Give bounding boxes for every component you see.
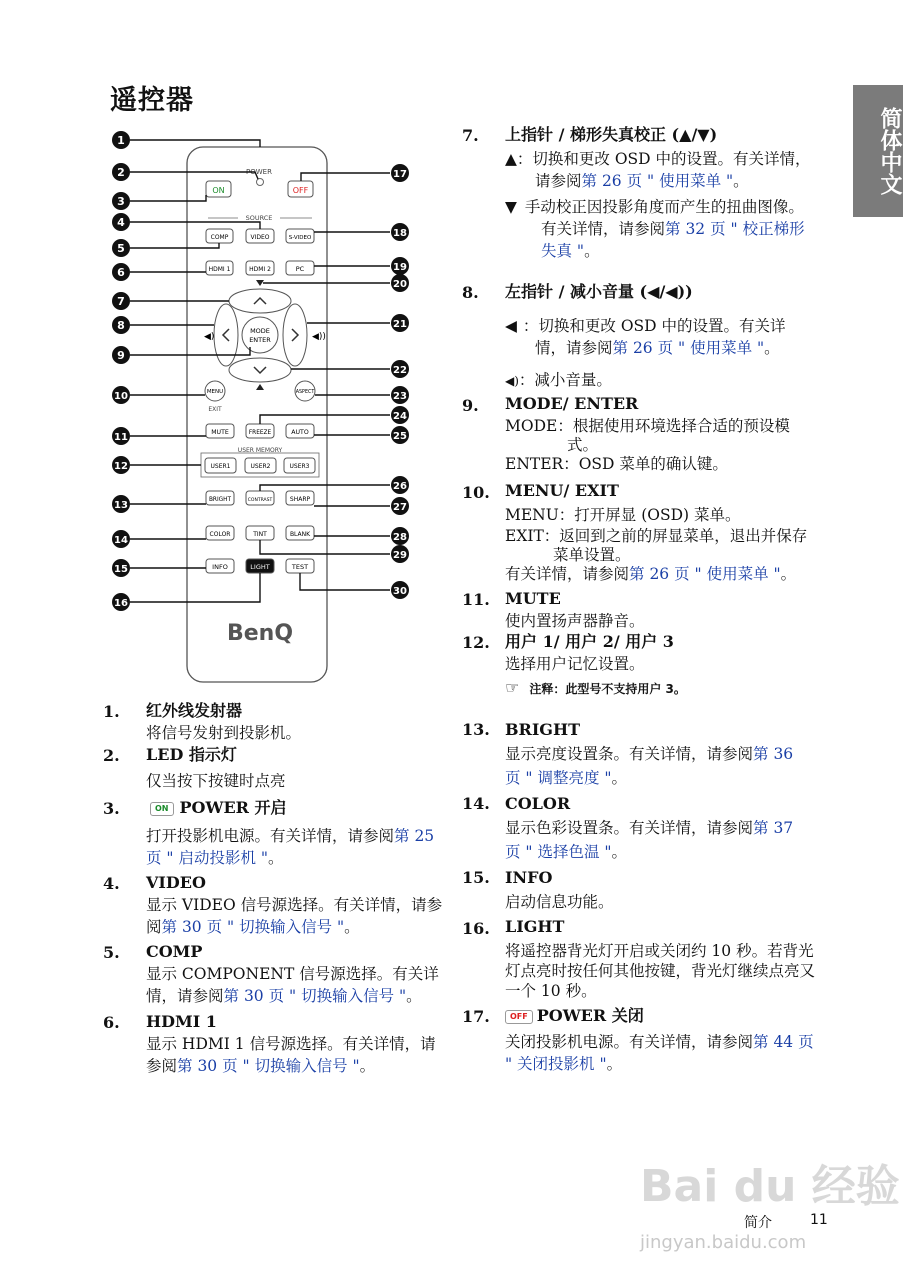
svg-text:24: 24: [393, 411, 407, 422]
svg-text:21: 21: [393, 319, 407, 330]
item-body: 打开投影机电源。有关详情，请参阅: [146, 827, 395, 845]
footer-section: 简介: [744, 1215, 772, 1231]
user2-button-label: USER2: [250, 463, 271, 470]
page-link[interactable]: 第 36 页 " 调整亮度 ": [505, 745, 794, 787]
item-number: 1.: [103, 702, 120, 721]
item-heading: COMP: [146, 942, 203, 961]
comp-button-label: COMP: [210, 234, 229, 241]
item-17: OFF POWER 关闭 关闭投影机电源。有关详情，请参阅第 44 页 " 关闭投影机 "。: [505, 1006, 814, 1073]
item-2: [146, 744, 446, 792]
exit-label: EXIT: [208, 406, 222, 413]
item-13: BRIGHT 显示亮度设置条。有关详情，请参阅第 36 页 " 调整亮度 "。: [505, 718, 813, 790]
svg-text:12: 12: [114, 461, 128, 472]
volume-down-icon: ◀): [665, 282, 686, 301]
remote-diagram: [100, 125, 425, 685]
contrast-button-label: CONTRAST: [247, 498, 273, 503]
item-heading: POWER 开启: [179, 798, 287, 817]
item-5: COMP 显示 COMPONENT 信号源选择。有关详情，请参阅第 30 页 " 切换输入信号 "。: [146, 941, 446, 1007]
item-number: 15.: [462, 868, 490, 887]
svg-text:28: 28: [393, 532, 407, 543]
enter-label: ENTER: [249, 336, 271, 344]
watermark-url: jingyan.baidu.com: [640, 1232, 807, 1253]
mode-enter-button[interactable]: [242, 317, 278, 353]
item-heading: LED 指示灯: [146, 745, 237, 764]
item-number: 13.: [462, 720, 490, 739]
svg-text:18: 18: [393, 228, 407, 239]
triangle-up-icon: ▲: [679, 125, 692, 144]
svg-text:4: 4: [117, 216, 125, 229]
svg-text:6: 6: [117, 266, 125, 279]
svg-text:16: 16: [114, 598, 128, 609]
page-number: 11: [810, 1212, 828, 1228]
item-12: 用户 1/ 用户 2/ 用户 3 选择用户记忆设置。 ☞ 注释：此型号不支持用户 3。: [505, 631, 815, 700]
item-heading: INFO: [505, 868, 553, 887]
item-15: INFO 启动信息功能。: [505, 866, 815, 914]
page-title: 遥控器: [110, 85, 194, 116]
on-badge-icon: ON: [150, 802, 174, 816]
up-button[interactable]: [229, 289, 291, 313]
user3-button-label: USER3: [289, 463, 310, 470]
item-number: 4.: [103, 874, 120, 893]
item-3: ON POWER 开启 打开投影机电源。有关详情，请参阅第 25 页 " 启动投影机 "。: [146, 798, 435, 867]
item-heading: 上指针 / 梯形失真校正 (: [505, 125, 680, 144]
svg-text:14: 14: [114, 535, 128, 546]
keystone-down-icon: ▼: [505, 198, 517, 216]
svg-text:26: 26: [393, 481, 407, 492]
item-11: MUTE 使内置扬声器静音。: [505, 588, 815, 632]
item-heading: MENU/ EXIT: [505, 481, 619, 500]
keystone-down-icon: ▼: [697, 125, 710, 144]
freeze-button-label: FREEZE: [248, 430, 272, 436]
benq-logo: BenQ: [226, 621, 294, 646]
svg-text:20: 20: [393, 279, 407, 290]
item-heading: 红外线发射器: [146, 701, 243, 720]
item-number: 3.: [103, 799, 120, 818]
page-link[interactable]: 第 37 页 " 选择色温 ": [505, 819, 794, 861]
item-heading: COLOR: [505, 794, 571, 813]
svg-text:27: 27: [393, 502, 407, 513]
hdmi1-button-label: HDMI 1: [208, 266, 231, 273]
item-heading: HDMI 1: [146, 1012, 217, 1031]
svg-text:9: 9: [117, 349, 125, 362]
item-body: 显示 HDMI 1 信号源选择。有关详情，请参阅: [146, 1035, 436, 1075]
note-text: 注释：此型号不支持用户 3。: [529, 682, 686, 696]
item-heading: VIDEO: [146, 873, 206, 892]
svg-text:13: 13: [114, 500, 128, 511]
color-button-label: COLOR: [209, 531, 231, 538]
pc-button-label: PC: [295, 265, 305, 273]
user-memory-label: USER MEMORY: [237, 447, 283, 454]
left-button[interactable]: [214, 304, 238, 366]
info-button-label: INFO: [212, 563, 228, 571]
item-heading: MUTE: [505, 589, 561, 608]
volume-down-icon: ◀): [204, 332, 215, 342]
item-10: MENU/ EXIT MENU：打开屏显 (OSD) 菜单。 EXIT：返回到之前的屏显菜单，退出并保存菜单设置。 有关详情，请参阅第 26 页 " 使用菜单 "。: [505, 481, 815, 584]
left-arrow-icon: ◀: [505, 317, 517, 335]
item-number: 12.: [462, 633, 490, 652]
off-badge-icon: OFF: [505, 1010, 533, 1024]
power-label: POWER: [246, 168, 272, 176]
item-6: HDMI 1 显示 HDMI 1 信号源选择。有关详情，请参阅第 30 页 " 切换输入信号 "。: [146, 1011, 446, 1077]
page-link[interactable]: 第 30 页 " 切换输入信号 ": [177, 1057, 360, 1075]
svg-text:3: 3: [117, 195, 125, 208]
svg-text:1: 1: [117, 134, 125, 147]
item-heading: 用户 1/ 用户 2/ 用户 3: [505, 632, 674, 651]
item-number: 11.: [462, 590, 490, 609]
mute-button-label: MUTE: [211, 429, 229, 436]
svg-text:25: 25: [393, 431, 407, 442]
source-label: SOURCE: [245, 214, 273, 222]
left-arrow-icon: ◀: [647, 282, 660, 301]
page-link[interactable]: 第 26 页 " 使用菜单 ": [581, 172, 734, 190]
right-button[interactable]: [283, 304, 307, 366]
svg-text:29: 29: [393, 550, 407, 561]
item-number: 7.: [462, 126, 479, 145]
item-14: COLOR 显示色彩设置条。有关详情，请参阅第 37 页 " 选择色温 "。: [505, 792, 805, 864]
item-heading: BRIGHT: [505, 720, 580, 739]
item-number: 16.: [462, 919, 490, 938]
item-body: 仅当按下按键时点亮: [146, 772, 286, 790]
svg-text:10: 10: [114, 391, 128, 402]
watermark-logo: Bai du 经验: [640, 1161, 900, 1212]
svg-text:19: 19: [393, 262, 407, 273]
svg-text:23: 23: [393, 391, 407, 402]
note-hand-icon: ☞: [505, 678, 520, 697]
page-link[interactable]: 第 26 页 " 使用菜单 ": [612, 339, 765, 357]
item-number: 5.: [103, 943, 120, 962]
item-heading: 左指针 / 减小音量 (: [505, 282, 648, 301]
item-heading: MODE/ ENTER: [505, 394, 639, 413]
item-16: LIGHT 将遥控器背光灯开启或关闭约 10 秒。若背光灯点亮时按任何其他按键，背光灯继续点亮又一个 10 秒。: [505, 917, 816, 1000]
svg-text:17: 17: [393, 169, 407, 180]
page-link[interactable]: 第 30 页 " 切换输入信号 ": [161, 918, 345, 936]
svg-text:11: 11: [114, 432, 128, 443]
item-4: VIDEO 显示 VIDEO 信号源选择。有关详情，请参阅第 30 页 " 切换输入信号 "。: [146, 872, 446, 938]
item-number: 2.: [103, 746, 120, 765]
svg-text:22: 22: [393, 365, 407, 376]
svideo-button-label: S-VIDEO: [288, 235, 312, 241]
item-number: 10.: [462, 483, 490, 502]
page-link[interactable]: 第 44 页 " 关闭投影机 ": [505, 1033, 814, 1073]
video-button-label: VIDEO: [250, 234, 270, 241]
triangle-up-icon: ▲: [505, 150, 517, 168]
item-number: 17.: [462, 1007, 490, 1026]
menu-button-label: MENU: [206, 389, 224, 395]
hdmi2-button-label: HDMI 2: [249, 266, 271, 273]
auto-button-label: AUTO: [291, 429, 309, 436]
item-7: 上指针 / 梯形失真校正 (▲/▼) ▲：切换和更改 OSD 中的设置。有关详情，请参阅第 26 页 " 使用菜单 "。 ▼ 手动校正因投影角度而产生的扭曲图像。有关详情，请参阅第 32 页 " 校正梯形失真 "。: [505, 125, 811, 260]
page-link[interactable]: 第 32 页 " 校正梯形失真 ": [541, 220, 805, 260]
user1-button-label: USER1: [210, 463, 231, 470]
volume-down-icon: ◀): [505, 374, 519, 388]
sharp-button-label: SHARP: [289, 496, 311, 503]
item-body: 将信号发射到投影机。: [146, 724, 302, 742]
item-1: [146, 700, 446, 744]
item-number: 9.: [462, 396, 479, 415]
on-button-label: ON: [212, 186, 225, 195]
item-number: 14.: [462, 794, 490, 813]
language-tab: [853, 85, 903, 217]
mode-label: MODE: [250, 327, 270, 335]
led-indicator: [257, 179, 264, 186]
item-8: 左指针 / 减小音量 (◀/◀)) ◀ ：切换和更改 OSD 中的设置。有关详情，请参阅第 26 页 " 使用菜单 "。 ◀)：减小音量。: [505, 282, 786, 389]
page-link[interactable]: 第 26 页 " 使用菜单 ": [629, 565, 781, 583]
language-tab-label: 简体中文: [877, 107, 902, 195]
item-number: 6.: [103, 1013, 120, 1032]
page-link[interactable]: 第 25 页 " 启动投影机 ": [146, 827, 435, 867]
light-button-label: LIGHT: [250, 563, 270, 571]
item-9: MODE/ ENTER MODE：根据使用环境选择合适的预设模式。 ENTER：OSD 菜单的确认键。: [505, 394, 815, 474]
item-body: 显示 VIDEO 信号源选择。有关详情，请参阅: [146, 896, 443, 936]
svg-text:30: 30: [393, 586, 407, 597]
page-link[interactable]: 第 30 页 " 切换输入信号 ": [223, 987, 407, 1005]
down-button[interactable]: [229, 358, 291, 382]
tint-button-label: TINT: [253, 531, 267, 538]
aspect-button-label: ASPECT: [295, 390, 315, 395]
svg-text:5: 5: [117, 242, 125, 255]
svg-text:2: 2: [117, 166, 125, 179]
item-heading: LIGHT: [505, 917, 565, 936]
svg-text:15: 15: [114, 564, 128, 575]
item-heading: POWER 关闭: [536, 1006, 644, 1025]
blank-button-label: BLANK: [289, 531, 311, 538]
item-number: 8.: [462, 283, 479, 302]
off-button-label: OFF: [292, 186, 309, 195]
test-button-label: TEST: [291, 563, 309, 571]
volume-up-icon: ◀)): [312, 332, 326, 342]
item-body: 显示 COMPONENT 信号源选择。有关详情，请参阅: [146, 965, 439, 1005]
bright-button-label: BRIGHT: [208, 497, 232, 503]
svg-text:7: 7: [117, 295, 125, 308]
svg-text:8: 8: [117, 319, 125, 332]
